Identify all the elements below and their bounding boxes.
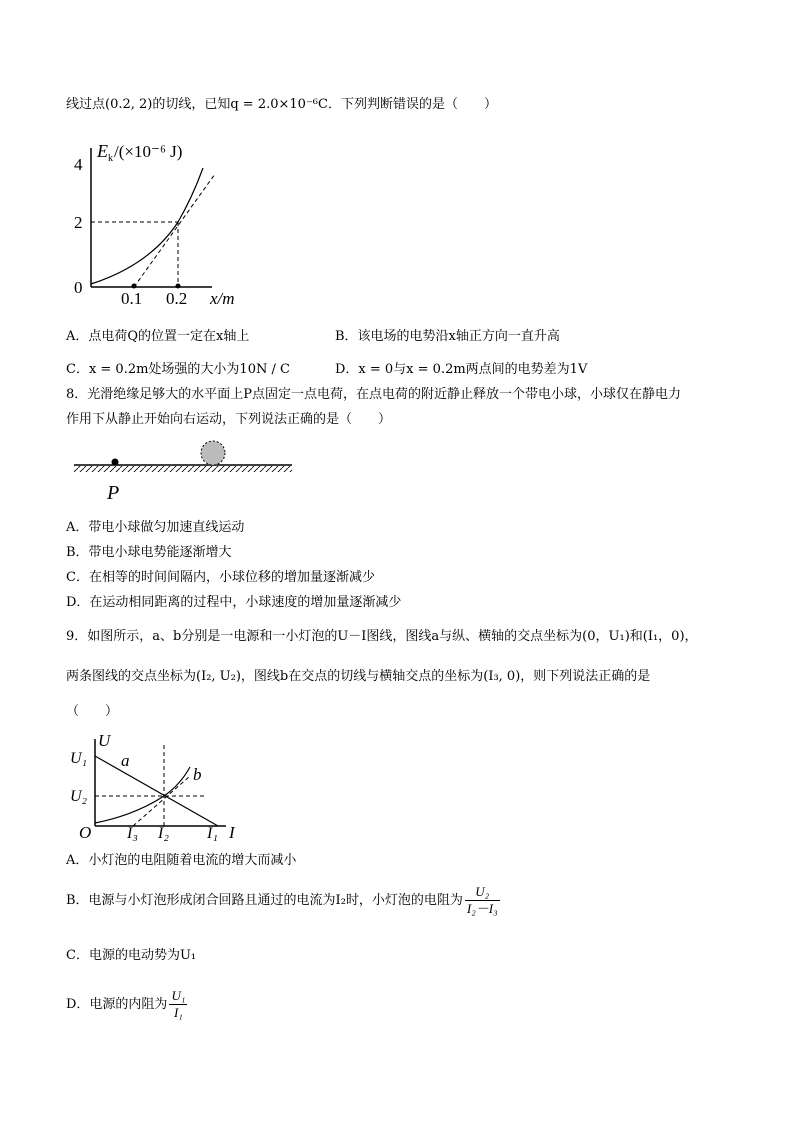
q8-option-a: A．带电小球做匀加速直线运动	[66, 520, 245, 535]
q9-option-b-numerator: U₂	[465, 884, 500, 901]
q9-i1-label: I₁	[207, 825, 218, 842]
q7-ylabel-sub: k	[108, 153, 113, 164]
q8-option-b: B．带电小球电势能逐渐增大	[66, 545, 232, 560]
q7-ylabel-e: E	[97, 141, 108, 161]
q9-curve-a-label: a	[121, 751, 130, 770]
q9-origin-label: O	[79, 823, 92, 842]
q7-option-d: D．x = 0与x = 0.2m两点间的电势差为1V	[335, 362, 588, 377]
q8-label-p: P	[107, 482, 120, 504]
q9-option-d-text: D．电源的内阻为	[66, 997, 168, 1012]
q9-x-axis-label: I	[229, 823, 235, 842]
q8-option-d: D．在运动相同距离的过程中，小球速度的增加量逐渐减少	[66, 595, 402, 610]
q9-option-b-text: B．电源与小灯泡形成闭合回路且通过的电流为I₂时，小灯泡的电阻为	[66, 893, 463, 908]
q9-curve-b-label: b	[193, 765, 202, 784]
q9-i3-label: I₃	[127, 825, 138, 842]
q7-option-b: B．该电场的电势沿x轴正方向一直升高	[335, 329, 560, 344]
q9-option-a: A．小灯泡的电阻随着电流的增大而减小	[66, 853, 297, 868]
q9-option-b-fraction	[465, 884, 500, 917]
q9-stem-line3: （ ）	[66, 704, 119, 719]
q8-option-c: C．在相等的时间间隔内，小球位移的增加量逐渐减少	[66, 570, 375, 585]
q9-option-b-denominator: I₂－I₃	[466, 901, 498, 916]
q7-ytick-2: 2	[74, 213, 83, 232]
q9-stem-line2: 两条图线的交点坐标为(I₂, U₂)，图线b在交点的切线与横轴交点的坐标为(I₃, 0)，则下列说法正确的是	[66, 669, 651, 684]
q9-i2-label: I₂	[158, 825, 169, 842]
q9-u2-label: U₂	[70, 788, 88, 805]
q8-stem-line2: 作用下从静止开始向右运动，下列说法正确的是（ ）	[66, 412, 392, 427]
q9-u1-label: U₁	[70, 750, 88, 767]
q8-stem-line1: 8．光滑绝缘足够大的水平面上P点固定一点电荷，在点电荷的附近静止释放一个带电小球，小球仅在静电力	[66, 387, 682, 402]
q7-ytick-0: 0	[74, 278, 83, 297]
q9-stem-line1: 9．如图所示，a、b分别是一电源和一小灯泡的U－I图线，图线a与纵、横轴的交点坐标为(0，U₁)和(I₁，0)，	[66, 629, 698, 644]
q7-ytick-4: 4	[74, 155, 83, 174]
q9-option-d-fraction	[169, 988, 187, 1021]
q9-option-d-denominator: I₁	[173, 1005, 183, 1020]
q9-option-d	[66, 988, 187, 1021]
q7-stem: 线过点(0.2, 2)的切线，已知q = 2.0×10⁻⁶C．下列判断错误的是（ ）	[66, 97, 497, 112]
q7-xlabel: x/m	[210, 289, 235, 308]
q9-tangent-b	[133, 776, 190, 826]
q9-curve-b	[95, 767, 190, 823]
q9-option-b	[66, 884, 500, 917]
q9-option-c: C．电源的电动势为U₁	[66, 948, 197, 963]
q7-option-c: C．x = 0.2m处场强的大小为10N / C	[66, 362, 290, 377]
q7-ylabel-unit: /(×10⁻⁶ J)	[114, 142, 183, 161]
q9-y-axis-label: U	[98, 731, 111, 750]
q7-option-a: A．点电荷Q的位置一定在x轴上	[66, 329, 250, 344]
q9-option-d-numerator: U₁	[171, 988, 186, 1003]
q7-xtick-02: 0.2	[166, 289, 188, 308]
q7-xtick-01: 0.1	[121, 289, 143, 308]
